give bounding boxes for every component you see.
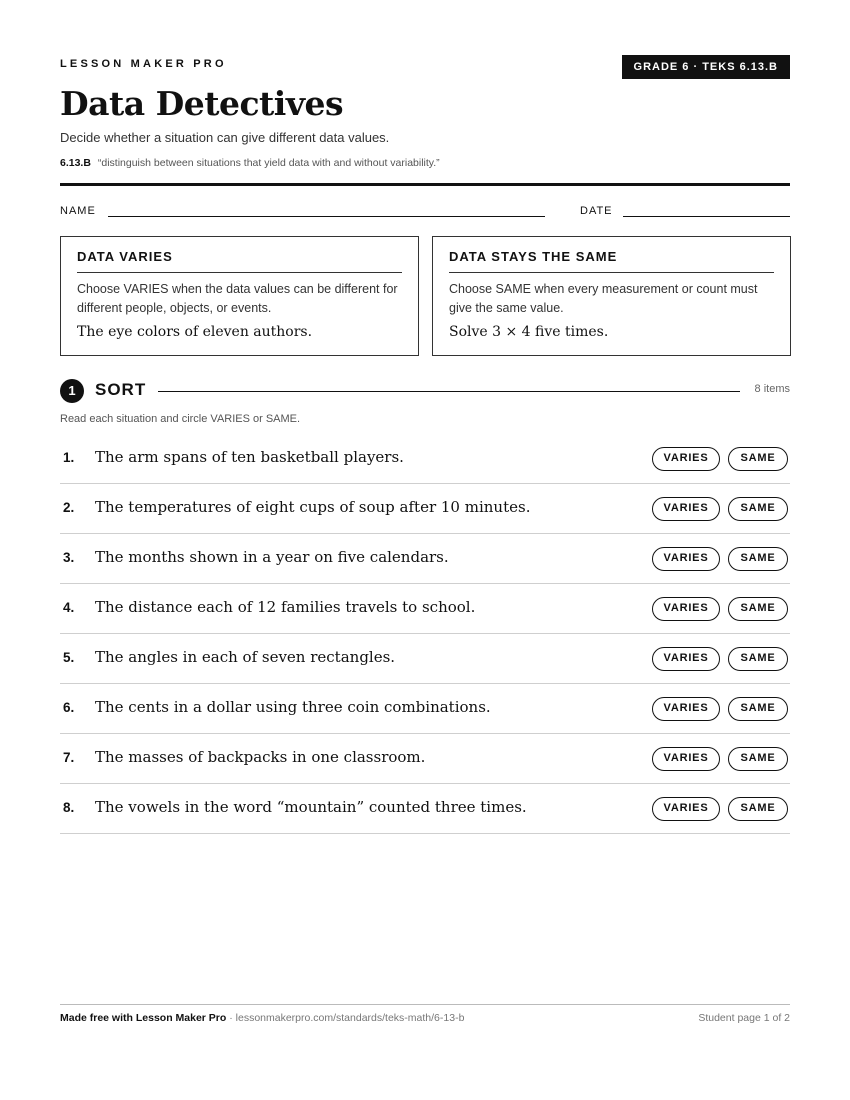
item-text: The distance each of 12 families travels to school.: [95, 598, 476, 616]
definition-box-varies: [60, 236, 419, 356]
list-item: [60, 484, 790, 534]
list-item: [60, 684, 790, 734]
same-choice-button[interactable]: SAME: [728, 647, 788, 671]
definition-example: The eye colors of eleven authors.: [77, 324, 313, 340]
list-item: [60, 734, 790, 784]
varies-choice-button[interactable]: VARIES: [652, 697, 720, 721]
footer-divider: [60, 1004, 790, 1005]
varies-choice-button[interactable]: VARIES: [652, 797, 720, 821]
varies-choice-button[interactable]: VARIES: [652, 547, 720, 571]
item-number: 1.: [63, 450, 75, 465]
item-number: 3.: [63, 550, 75, 565]
same-choice-button[interactable]: SAME: [728, 697, 788, 721]
worksheet-page: [60, 0, 790, 1100]
footer-page-number: Student page 1 of 2: [698, 1012, 790, 1024]
item-text: The masses of backpacks in one classroom.: [95, 748, 426, 766]
page-subtitle: Decide whether a situation can give different data values.: [60, 130, 390, 145]
item-text: The cents in a dollar using three coin combinations.: [95, 698, 491, 716]
item-number: 8.: [63, 800, 75, 815]
definition-description: Choose SAME when every measurement or count must give the same value.: [449, 282, 758, 315]
section-instructions: Read each situation and circle VARIES or SAME.: [60, 413, 301, 425]
footer-url: · lessonmakerpro.com/standards/teks-math/6-13-b: [226, 1012, 465, 1024]
date-label: DATE: [580, 205, 613, 217]
standard-code: 6.13.B: [60, 157, 91, 169]
section-divider: [158, 391, 740, 392]
item-text: The vowels in the word “mountain” counted three times.: [95, 798, 527, 816]
item-text: The temperatures of eight cups of soup after 10 minutes.: [95, 498, 531, 516]
section-title: SORT: [95, 380, 147, 399]
definition-title: DATA STAYS THE SAME: [449, 249, 774, 273]
same-choice-button[interactable]: SAME: [728, 597, 788, 621]
item-text: The angles in each of seven rectangles.: [95, 648, 396, 666]
list-item: [60, 584, 790, 634]
list-item: [60, 434, 790, 484]
definition-example: Solve 3 × 4 five times.: [449, 324, 609, 340]
standard-text: “distinguish between situations that yield data with and without variability.”: [97, 157, 440, 169]
definition-box-same: [432, 236, 791, 356]
section-number: 1: [60, 379, 84, 403]
standard-line: [60, 157, 440, 169]
varies-choice-button[interactable]: VARIES: [652, 447, 720, 471]
footer-made-with: Made free with Lesson Maker Pro: [60, 1012, 227, 1024]
item-list: [60, 434, 790, 834]
list-item: [60, 634, 790, 684]
varies-choice-button[interactable]: VARIES: [652, 647, 720, 671]
list-item: [60, 784, 790, 834]
same-choice-button[interactable]: SAME: [728, 447, 788, 471]
item-number: 4.: [63, 600, 75, 615]
name-label: NAME: [60, 205, 96, 217]
grade-badge: GRADE 6 · TEKS 6.13.B: [622, 55, 790, 79]
brand-name: LESSON MAKER PRO: [60, 58, 227, 70]
definition-description: Choose VARIES when the data values can be different for different people, objects, or events.: [77, 282, 398, 315]
header-divider: [60, 183, 790, 186]
same-choice-button[interactable]: SAME: [728, 547, 788, 571]
varies-choice-button[interactable]: VARIES: [652, 747, 720, 771]
same-choice-button[interactable]: SAME: [728, 797, 788, 821]
section-item-count: 8 items: [754, 383, 790, 395]
list-item: [60, 534, 790, 584]
item-number: 2.: [63, 500, 75, 515]
item-number: 7.: [63, 750, 75, 765]
date-field[interactable]: [623, 216, 790, 217]
definition-title: DATA VARIES: [77, 249, 402, 273]
item-number: 5.: [63, 650, 75, 665]
same-choice-button[interactable]: SAME: [728, 497, 788, 521]
varies-choice-button[interactable]: VARIES: [652, 597, 720, 621]
footer-credit: [60, 1012, 464, 1024]
varies-choice-button[interactable]: VARIES: [652, 497, 720, 521]
item-text: The months shown in a year on five calendars.: [95, 548, 449, 566]
name-field[interactable]: [108, 216, 545, 217]
item-text: The arm spans of ten basketball players.: [95, 448, 404, 466]
item-number: 6.: [63, 700, 75, 715]
same-choice-button[interactable]: SAME: [728, 747, 788, 771]
page-title: Data Detectives: [60, 84, 344, 123]
